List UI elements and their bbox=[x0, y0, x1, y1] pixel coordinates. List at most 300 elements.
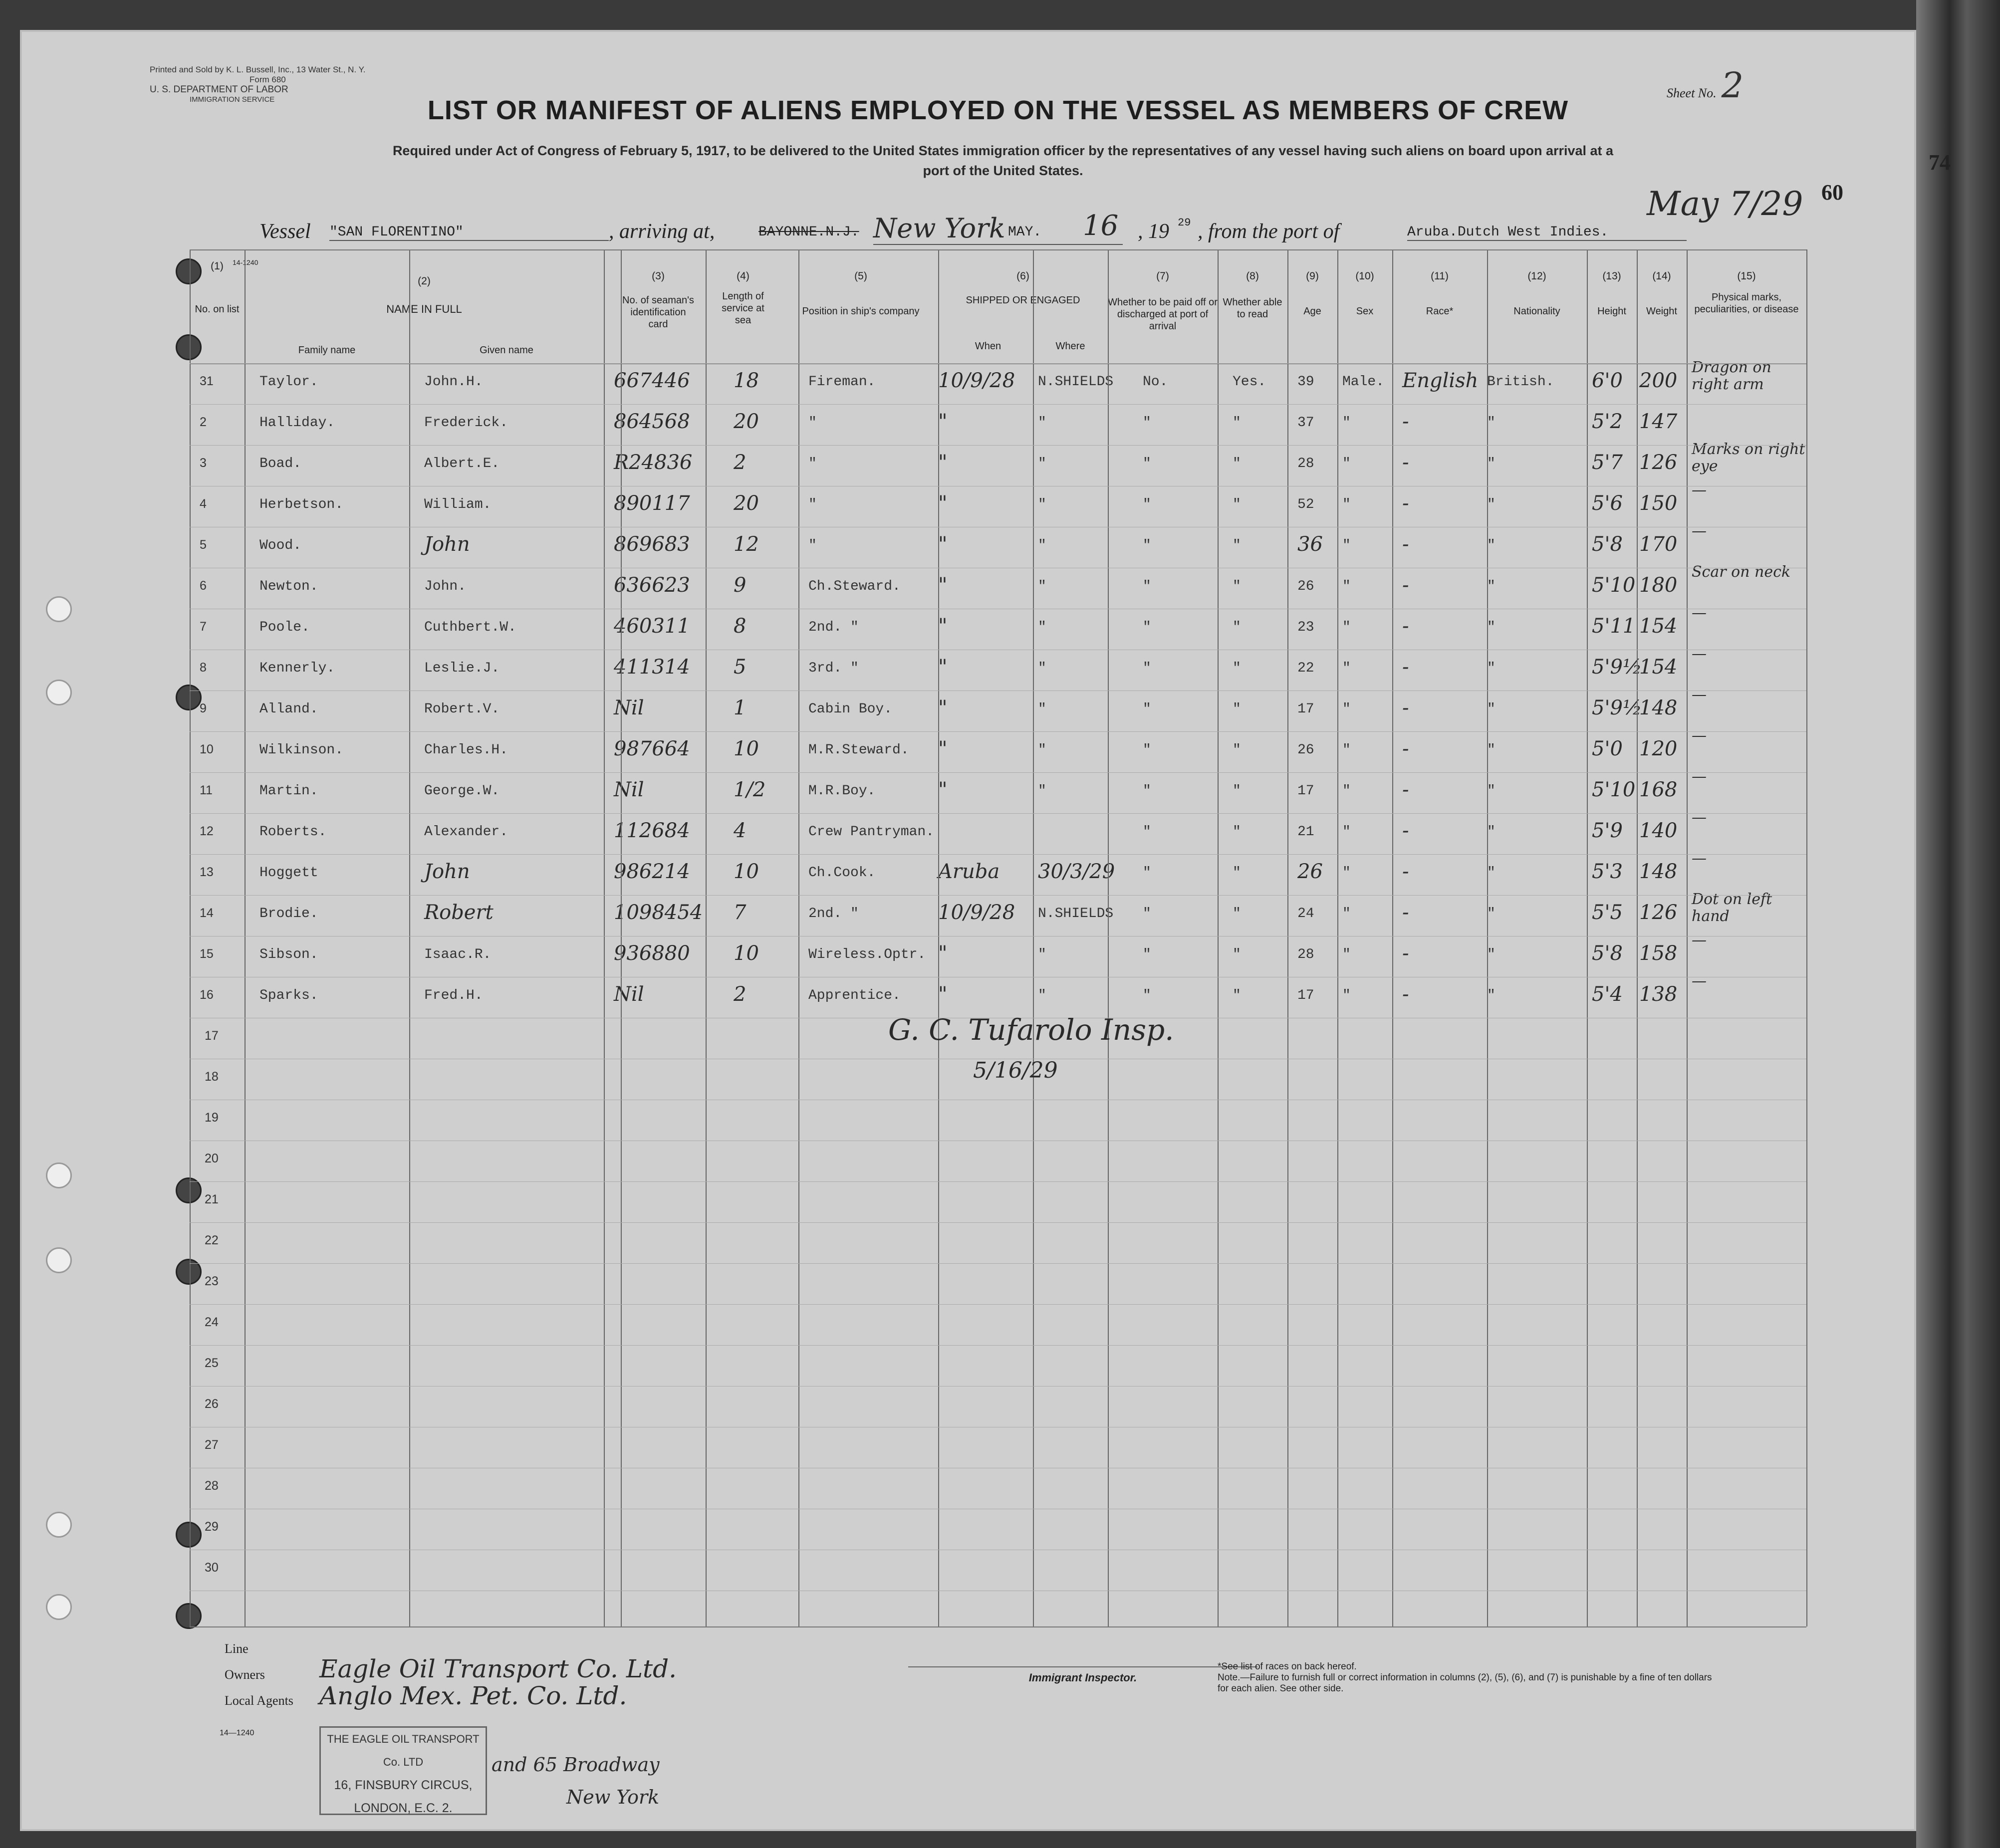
column-rule bbox=[1587, 249, 1588, 1626]
owners-label: Owners bbox=[225, 1667, 265, 1682]
cell-when: Aruba bbox=[938, 860, 1000, 883]
cell-service: 10 bbox=[734, 860, 759, 883]
cell-when: " bbox=[938, 492, 948, 515]
row-rule bbox=[190, 445, 1806, 446]
cell-age: 52 bbox=[1297, 497, 1314, 512]
row-number: 25 bbox=[205, 1356, 219, 1370]
cell-given: John.H. bbox=[424, 374, 483, 390]
cell-card: 460311 bbox=[614, 615, 690, 638]
header-race: Race* bbox=[1426, 306, 1454, 317]
cell-service: 2 bbox=[734, 451, 747, 474]
col-num-12: (12) bbox=[1527, 270, 1546, 282]
cell-nationality: " bbox=[1487, 456, 1496, 471]
cell-weight: 126 bbox=[1639, 451, 1678, 474]
cell-service: 9 bbox=[734, 574, 747, 597]
cell-service: 20 bbox=[734, 410, 759, 433]
cell-no: 15 bbox=[200, 947, 214, 961]
cell-sex: " bbox=[1342, 783, 1351, 799]
row-number: 20 bbox=[205, 1152, 219, 1165]
cell-age: 26 bbox=[1297, 742, 1314, 758]
cell-weight: 154 bbox=[1639, 615, 1678, 638]
cell-age: 17 bbox=[1297, 988, 1314, 1003]
cell-service: 18 bbox=[734, 369, 759, 392]
cell-sex: " bbox=[1342, 661, 1351, 676]
cell-weight: 168 bbox=[1639, 778, 1678, 801]
column-rule bbox=[938, 249, 939, 1626]
cell-given: Frederick. bbox=[424, 415, 508, 431]
cell-given: John. bbox=[424, 579, 467, 594]
cell-family: Poole. bbox=[259, 620, 310, 635]
cell-position: Apprentice. bbox=[808, 988, 901, 1003]
col-num-13: (13) bbox=[1602, 270, 1621, 282]
cell-marks: — bbox=[1692, 768, 1707, 785]
cell-read: " bbox=[1233, 538, 1241, 553]
row-rule bbox=[190, 249, 1806, 250]
cell-sex: " bbox=[1342, 415, 1351, 431]
cell-given: Robert bbox=[424, 901, 494, 924]
cell-when: " bbox=[938, 942, 948, 965]
cell-nationality: " bbox=[1487, 865, 1496, 881]
header-name-in-full: NAME IN FULL bbox=[386, 303, 462, 315]
cell-age: 26 bbox=[1297, 860, 1323, 883]
cell-read: " bbox=[1233, 783, 1241, 799]
cell-given: John bbox=[424, 533, 470, 556]
cell-age: 17 bbox=[1297, 783, 1314, 799]
cell-given: Albert.E. bbox=[424, 456, 500, 471]
cell-height: 5'9½ bbox=[1592, 656, 1642, 679]
column-rule bbox=[1287, 249, 1288, 1626]
cell-weight: 147 bbox=[1639, 410, 1678, 433]
cell-height: 5'9½ bbox=[1592, 696, 1642, 719]
cell-when: " bbox=[938, 696, 948, 719]
cell-paid: " bbox=[1143, 906, 1151, 922]
column-rule bbox=[1033, 249, 1034, 1626]
cell-weight: 158 bbox=[1639, 942, 1678, 965]
cell-weight: 150 bbox=[1639, 492, 1678, 515]
cell-service: 7 bbox=[734, 901, 747, 924]
cell-card: 1098454 bbox=[614, 901, 703, 924]
cell-position: M.R.Boy. bbox=[808, 783, 876, 799]
cell-weight: 120 bbox=[1639, 737, 1678, 760]
cell-height: 5'9 bbox=[1592, 819, 1623, 842]
cell-sex: " bbox=[1342, 497, 1351, 512]
cell-paid: " bbox=[1143, 742, 1151, 758]
cell-height: 5'10 bbox=[1592, 778, 1636, 801]
header-sex: Sex bbox=[1356, 306, 1374, 317]
cell-race: - bbox=[1402, 942, 1409, 965]
column-rule bbox=[1392, 249, 1393, 1626]
row-rule bbox=[190, 772, 1806, 773]
cell-family: Newton. bbox=[259, 579, 318, 594]
cell-sex: " bbox=[1342, 865, 1351, 881]
cell-no: 11 bbox=[200, 783, 213, 797]
column-rule bbox=[1806, 249, 1807, 1626]
arrival-month: MAY. bbox=[1008, 225, 1042, 240]
sheet-value: 2 bbox=[1721, 65, 1744, 106]
cell-service: 8 bbox=[734, 615, 747, 638]
header-weight: Weight bbox=[1646, 306, 1677, 317]
cell-card: 869683 bbox=[614, 533, 690, 556]
cell-read: " bbox=[1233, 701, 1241, 717]
cell-paid: " bbox=[1143, 415, 1151, 431]
row-rule bbox=[190, 1626, 1806, 1627]
cell-race: - bbox=[1402, 615, 1409, 638]
cell-height: 5'8 bbox=[1592, 533, 1623, 556]
cell-age: 22 bbox=[1297, 661, 1314, 676]
header-age: Age bbox=[1303, 306, 1321, 317]
cell-paid: " bbox=[1143, 579, 1151, 594]
cell-family: Halliday. bbox=[259, 415, 335, 431]
cell-no: 2 bbox=[200, 415, 207, 429]
cell-read: " bbox=[1233, 947, 1241, 962]
signature-date: 5/16/29 bbox=[973, 1058, 1058, 1083]
col-num-11: (11) bbox=[1431, 270, 1449, 282]
row-number: 26 bbox=[205, 1397, 219, 1411]
cell-where: " bbox=[1038, 783, 1046, 799]
cell-no: 16 bbox=[200, 988, 214, 1002]
cell-given: William. bbox=[424, 497, 492, 512]
cell-sex: " bbox=[1342, 579, 1351, 594]
cell-race: - bbox=[1402, 656, 1409, 679]
cell-card: R24836 bbox=[614, 451, 693, 474]
cell-when: " bbox=[938, 533, 948, 556]
header-shipped: SHIPPED OR ENGAGED bbox=[966, 295, 1080, 306]
binder-hole bbox=[46, 1247, 72, 1273]
col-num-7: (7) bbox=[1156, 270, 1169, 282]
cell-no: 4 bbox=[200, 497, 207, 511]
cell-where: N.SHIELDS bbox=[1038, 374, 1114, 390]
cell-when: 10/9/28 bbox=[938, 369, 1015, 392]
company-stamp bbox=[319, 1726, 487, 1815]
cell-when: " bbox=[938, 615, 948, 638]
cell-where: N.SHIELDS bbox=[1038, 906, 1114, 922]
row-number: 29 bbox=[205, 1520, 219, 1534]
cell-service: 4 bbox=[734, 819, 747, 842]
cell-position: " bbox=[808, 415, 817, 431]
cell-height: 5'6 bbox=[1592, 492, 1623, 515]
cell-position: 3rd. " bbox=[808, 661, 859, 676]
cell-paid: " bbox=[1143, 701, 1151, 717]
cell-no: 14 bbox=[200, 906, 214, 920]
cell-family: Roberts. bbox=[259, 824, 327, 840]
cell-weight: 180 bbox=[1639, 574, 1678, 597]
cell-when: " bbox=[938, 451, 948, 474]
cell-age: 17 bbox=[1297, 701, 1314, 717]
cell-sex: " bbox=[1342, 538, 1351, 553]
cell-card: Nil bbox=[614, 778, 644, 801]
cell-age: 28 bbox=[1297, 456, 1314, 471]
cell-position: Cabin Boy. bbox=[808, 701, 893, 717]
column-rule bbox=[621, 249, 622, 1626]
cell-given: Leslie.J. bbox=[424, 661, 500, 676]
cell-paid: " bbox=[1143, 456, 1151, 471]
cell-paid: " bbox=[1143, 865, 1151, 881]
cell-service: 2 bbox=[734, 983, 747, 1006]
cell-when: 10/9/28 bbox=[938, 901, 1015, 924]
row-number: 22 bbox=[205, 1233, 219, 1247]
cell-where: " bbox=[1038, 579, 1046, 594]
cell-race: - bbox=[1402, 574, 1409, 597]
cell-card: 986214 bbox=[614, 860, 690, 883]
departure-date: May 7/29 bbox=[1647, 185, 1803, 223]
cell-nationality: " bbox=[1487, 497, 1496, 512]
cell-position: 2nd. " bbox=[808, 620, 859, 635]
cell-height: 5'10 bbox=[1592, 574, 1636, 597]
col-num-4: (4) bbox=[737, 270, 750, 282]
arriving-label: , arriving at, bbox=[609, 220, 715, 243]
column-rule bbox=[1108, 249, 1109, 1626]
cell-where: " bbox=[1038, 742, 1046, 758]
row-number: 30 bbox=[205, 1561, 219, 1575]
row-rule bbox=[190, 731, 1806, 732]
column-rule bbox=[190, 249, 191, 1626]
cell-read: " bbox=[1233, 415, 1241, 431]
page-title: LIST OR MANIFEST OF ALIENS EMPLOYED ON THE VESSEL AS MEMBERS OF CREW bbox=[427, 95, 1569, 125]
cell-no: 9 bbox=[200, 701, 207, 715]
form-code-top: 14-1240 bbox=[233, 258, 258, 266]
cell-race: - bbox=[1402, 778, 1409, 801]
cell-no: 8 bbox=[200, 661, 207, 675]
row-rule bbox=[190, 854, 1806, 855]
cell-marks: — bbox=[1692, 522, 1707, 540]
cell-position: " bbox=[808, 456, 817, 471]
vessel-name: "SAN FLORENTINO" bbox=[329, 225, 609, 241]
cell-when: " bbox=[938, 737, 948, 760]
cell-age: 26 bbox=[1297, 579, 1314, 594]
cell-marks: Marks on right eye bbox=[1692, 441, 1805, 475]
cell-when: " bbox=[938, 410, 948, 433]
cell-marks: — bbox=[1692, 931, 1707, 949]
column-rule bbox=[1487, 249, 1488, 1626]
cell-race: - bbox=[1402, 737, 1409, 760]
cell-race: - bbox=[1402, 819, 1409, 842]
header-physical-marks: Physical marks, peculiarities, or disease bbox=[1694, 292, 1799, 315]
cell-no: 31 bbox=[200, 374, 214, 388]
cell-height: 5'0 bbox=[1592, 737, 1623, 760]
service: IMMIGRATION SERVICE bbox=[190, 95, 275, 104]
cell-age: 36 bbox=[1297, 533, 1323, 556]
cell-when: " bbox=[938, 656, 948, 679]
cell-family: Kennerly. bbox=[259, 661, 335, 676]
cell-nationality: " bbox=[1487, 415, 1496, 431]
cell-read: " bbox=[1233, 865, 1241, 881]
cell-height: 5'3 bbox=[1592, 860, 1623, 883]
cell-nationality: " bbox=[1487, 783, 1496, 799]
column-rule bbox=[1637, 249, 1638, 1626]
form-number: Form 680 bbox=[250, 75, 286, 84]
cell-sex: " bbox=[1342, 947, 1351, 962]
cell-service: 1 bbox=[734, 696, 747, 719]
column-rule bbox=[706, 249, 707, 1626]
cell-no: 3 bbox=[200, 456, 207, 470]
cell-read: " bbox=[1233, 661, 1241, 676]
vessel-line bbox=[259, 185, 1803, 249]
note-penalty: Note.—Failure to furnish full or correct information in columns (2), (5), (6), and (7) is punishable by a fine of ten dollars for each alien. See other side. bbox=[1218, 1672, 1712, 1694]
printer-line: Printed and Sold by K. L. Bussell, Inc., 13 Water St., N. Y. bbox=[150, 65, 366, 74]
binder-edge bbox=[1916, 0, 2000, 1848]
form-code-bottom: 14—1240 bbox=[220, 1729, 254, 1737]
cell-nationality: " bbox=[1487, 661, 1496, 676]
column-rule bbox=[604, 249, 605, 1626]
row-number: 28 bbox=[205, 1479, 219, 1493]
stamp-line: 16, FINSBURY CIRCUS, bbox=[334, 1778, 473, 1792]
cell-paid: " bbox=[1143, 620, 1151, 635]
cell-given: George.W. bbox=[424, 783, 500, 799]
cell-card: 936880 bbox=[614, 942, 690, 965]
cell-sex: " bbox=[1342, 906, 1351, 922]
cell-family: Wilkinson. bbox=[259, 742, 344, 758]
cell-nationality: " bbox=[1487, 701, 1496, 717]
cell-no: 13 bbox=[200, 865, 214, 879]
department: U. S. DEPARTMENT OF LABOR bbox=[150, 84, 288, 95]
cell-nationality: " bbox=[1487, 742, 1496, 758]
cell-given: Cuthbert.W. bbox=[424, 620, 516, 635]
stamp-addition-city: New York bbox=[566, 1786, 660, 1808]
cell-where: " bbox=[1038, 497, 1046, 512]
sheet-label: Sheet No. bbox=[1667, 86, 1717, 100]
col-num-2: (2) bbox=[418, 275, 431, 287]
column-rule bbox=[1218, 249, 1219, 1626]
cell-read: " bbox=[1233, 742, 1241, 758]
cell-card: 864568 bbox=[614, 410, 690, 433]
cell-race: - bbox=[1402, 533, 1409, 556]
page-subtitle bbox=[240, 141, 1766, 181]
cell-position: M.R.Steward. bbox=[808, 742, 909, 758]
cell-position: Wireless.Optr. bbox=[808, 947, 926, 962]
cell-height: 5'5 bbox=[1592, 901, 1623, 924]
departure-port: Aruba.Dutch West Indies. bbox=[1407, 225, 1687, 241]
header-given-name: Given name bbox=[480, 345, 533, 356]
column-rule bbox=[245, 249, 246, 1626]
col-num-6: (6) bbox=[1016, 270, 1029, 282]
cell-read: " bbox=[1233, 906, 1241, 922]
row-number: 27 bbox=[205, 1438, 219, 1452]
cell-service: 20 bbox=[734, 492, 759, 515]
cell-no: 12 bbox=[200, 824, 214, 838]
cell-height: 5'2 bbox=[1592, 410, 1623, 433]
row-number: 19 bbox=[205, 1111, 219, 1125]
cell-family: Wood. bbox=[259, 538, 302, 553]
cell-no: 5 bbox=[200, 538, 207, 552]
cell-marks: Scar on neck bbox=[1692, 563, 1791, 581]
cell-family: Herbetson. bbox=[259, 497, 344, 512]
cell-given: Alexander. bbox=[424, 824, 508, 840]
cell-family: Hoggett bbox=[259, 865, 318, 881]
year-suffix: 29 bbox=[1178, 217, 1191, 229]
cell-paid: " bbox=[1143, 947, 1151, 962]
row-number: 21 bbox=[205, 1192, 219, 1206]
cell-weight: 148 bbox=[1639, 696, 1678, 719]
cell-family: Brodie. bbox=[259, 906, 318, 922]
cell-where: " bbox=[1038, 701, 1046, 717]
from-label: , from the port of bbox=[1198, 220, 1340, 243]
cell-age: 21 bbox=[1297, 824, 1314, 840]
cell-nationality: " bbox=[1487, 906, 1496, 922]
owners-value: Eagle Oil Transport Co. Ltd. bbox=[319, 1654, 677, 1683]
col-num-14: (14) bbox=[1652, 270, 1671, 282]
cell-weight: 148 bbox=[1639, 860, 1678, 883]
binder-hole bbox=[46, 680, 72, 705]
header-position: Position in ship's company bbox=[802, 306, 920, 317]
column-rule bbox=[1687, 249, 1688, 1626]
cell-card: 667446 bbox=[614, 369, 690, 392]
cell-read: " bbox=[1233, 497, 1241, 512]
cell-service: 12 bbox=[734, 533, 759, 556]
cell-age: 37 bbox=[1297, 415, 1314, 431]
row-number: 18 bbox=[205, 1070, 219, 1084]
cell-no: 10 bbox=[200, 742, 214, 756]
cell-marks: — bbox=[1692, 727, 1707, 744]
cell-where: " bbox=[1038, 661, 1046, 676]
stamp-addition: and 65 Broadway bbox=[492, 1754, 660, 1776]
cell-race: - bbox=[1402, 983, 1409, 1006]
cell-nationality: " bbox=[1487, 620, 1496, 635]
arriving-struck: BAYONNE.N.J. bbox=[758, 225, 859, 240]
cell-where: " bbox=[1038, 456, 1046, 471]
header-nationality: Nationality bbox=[1513, 306, 1560, 317]
binder-hole bbox=[46, 596, 72, 622]
cell-card: Nil bbox=[614, 696, 644, 719]
cell-race: - bbox=[1402, 451, 1409, 474]
row-rule bbox=[190, 1263, 1806, 1264]
cell-weight: 126 bbox=[1639, 901, 1678, 924]
cell-given: Robert.V. bbox=[424, 701, 500, 717]
column-rule bbox=[409, 249, 410, 1626]
cell-race: English bbox=[1402, 369, 1479, 392]
row-rule bbox=[190, 404, 1806, 405]
column-rule bbox=[798, 249, 799, 1626]
side-number: 74 bbox=[1929, 150, 1951, 175]
cell-age: 24 bbox=[1297, 906, 1314, 922]
cell-given: Fred.H. bbox=[424, 988, 483, 1003]
stamp-line: THE EAGLE OIL TRANSPORT Co. LTD bbox=[327, 1733, 480, 1768]
cell-nationality: " bbox=[1487, 947, 1496, 962]
cell-marks: — bbox=[1692, 850, 1707, 867]
cell-nationality: " bbox=[1487, 824, 1496, 840]
cell-sex: " bbox=[1342, 824, 1351, 840]
vessel-label: Vessel bbox=[259, 220, 311, 243]
cell-where: " bbox=[1038, 538, 1046, 553]
cell-family: Taylor. bbox=[259, 374, 318, 390]
cell-race: - bbox=[1402, 901, 1409, 924]
cell-race: - bbox=[1402, 410, 1409, 433]
cell-card: 112684 bbox=[614, 819, 690, 842]
row-rule bbox=[190, 1304, 1806, 1305]
cell-weight: 138 bbox=[1639, 983, 1678, 1006]
cell-height: 5'7 bbox=[1592, 451, 1623, 474]
stamp-line: LONDON, E.C. 2. bbox=[354, 1801, 453, 1815]
header-height: Height bbox=[1597, 306, 1626, 317]
cell-marks: Dragon on right arm bbox=[1692, 359, 1771, 393]
cell-where: " bbox=[1038, 988, 1046, 1003]
cell-race: - bbox=[1402, 696, 1409, 719]
header-able-to-read: Whether able to read bbox=[1223, 297, 1282, 320]
cell-paid: " bbox=[1143, 538, 1151, 553]
cell-where: " bbox=[1038, 415, 1046, 431]
row-number: 24 bbox=[205, 1315, 219, 1329]
binder-hole bbox=[46, 1512, 72, 1538]
cell-sex: " bbox=[1342, 701, 1351, 717]
col-num-1: (1) bbox=[211, 260, 224, 272]
cell-read: " bbox=[1233, 456, 1241, 471]
cell-where: " bbox=[1038, 947, 1046, 962]
cell-position: " bbox=[808, 497, 817, 512]
col-num-9: (9) bbox=[1306, 270, 1319, 282]
cell-paid: " bbox=[1143, 497, 1151, 512]
cell-marks: Dot on left hand bbox=[1692, 891, 1772, 925]
cell-race: - bbox=[1402, 492, 1409, 515]
cell-when: " bbox=[938, 778, 948, 801]
